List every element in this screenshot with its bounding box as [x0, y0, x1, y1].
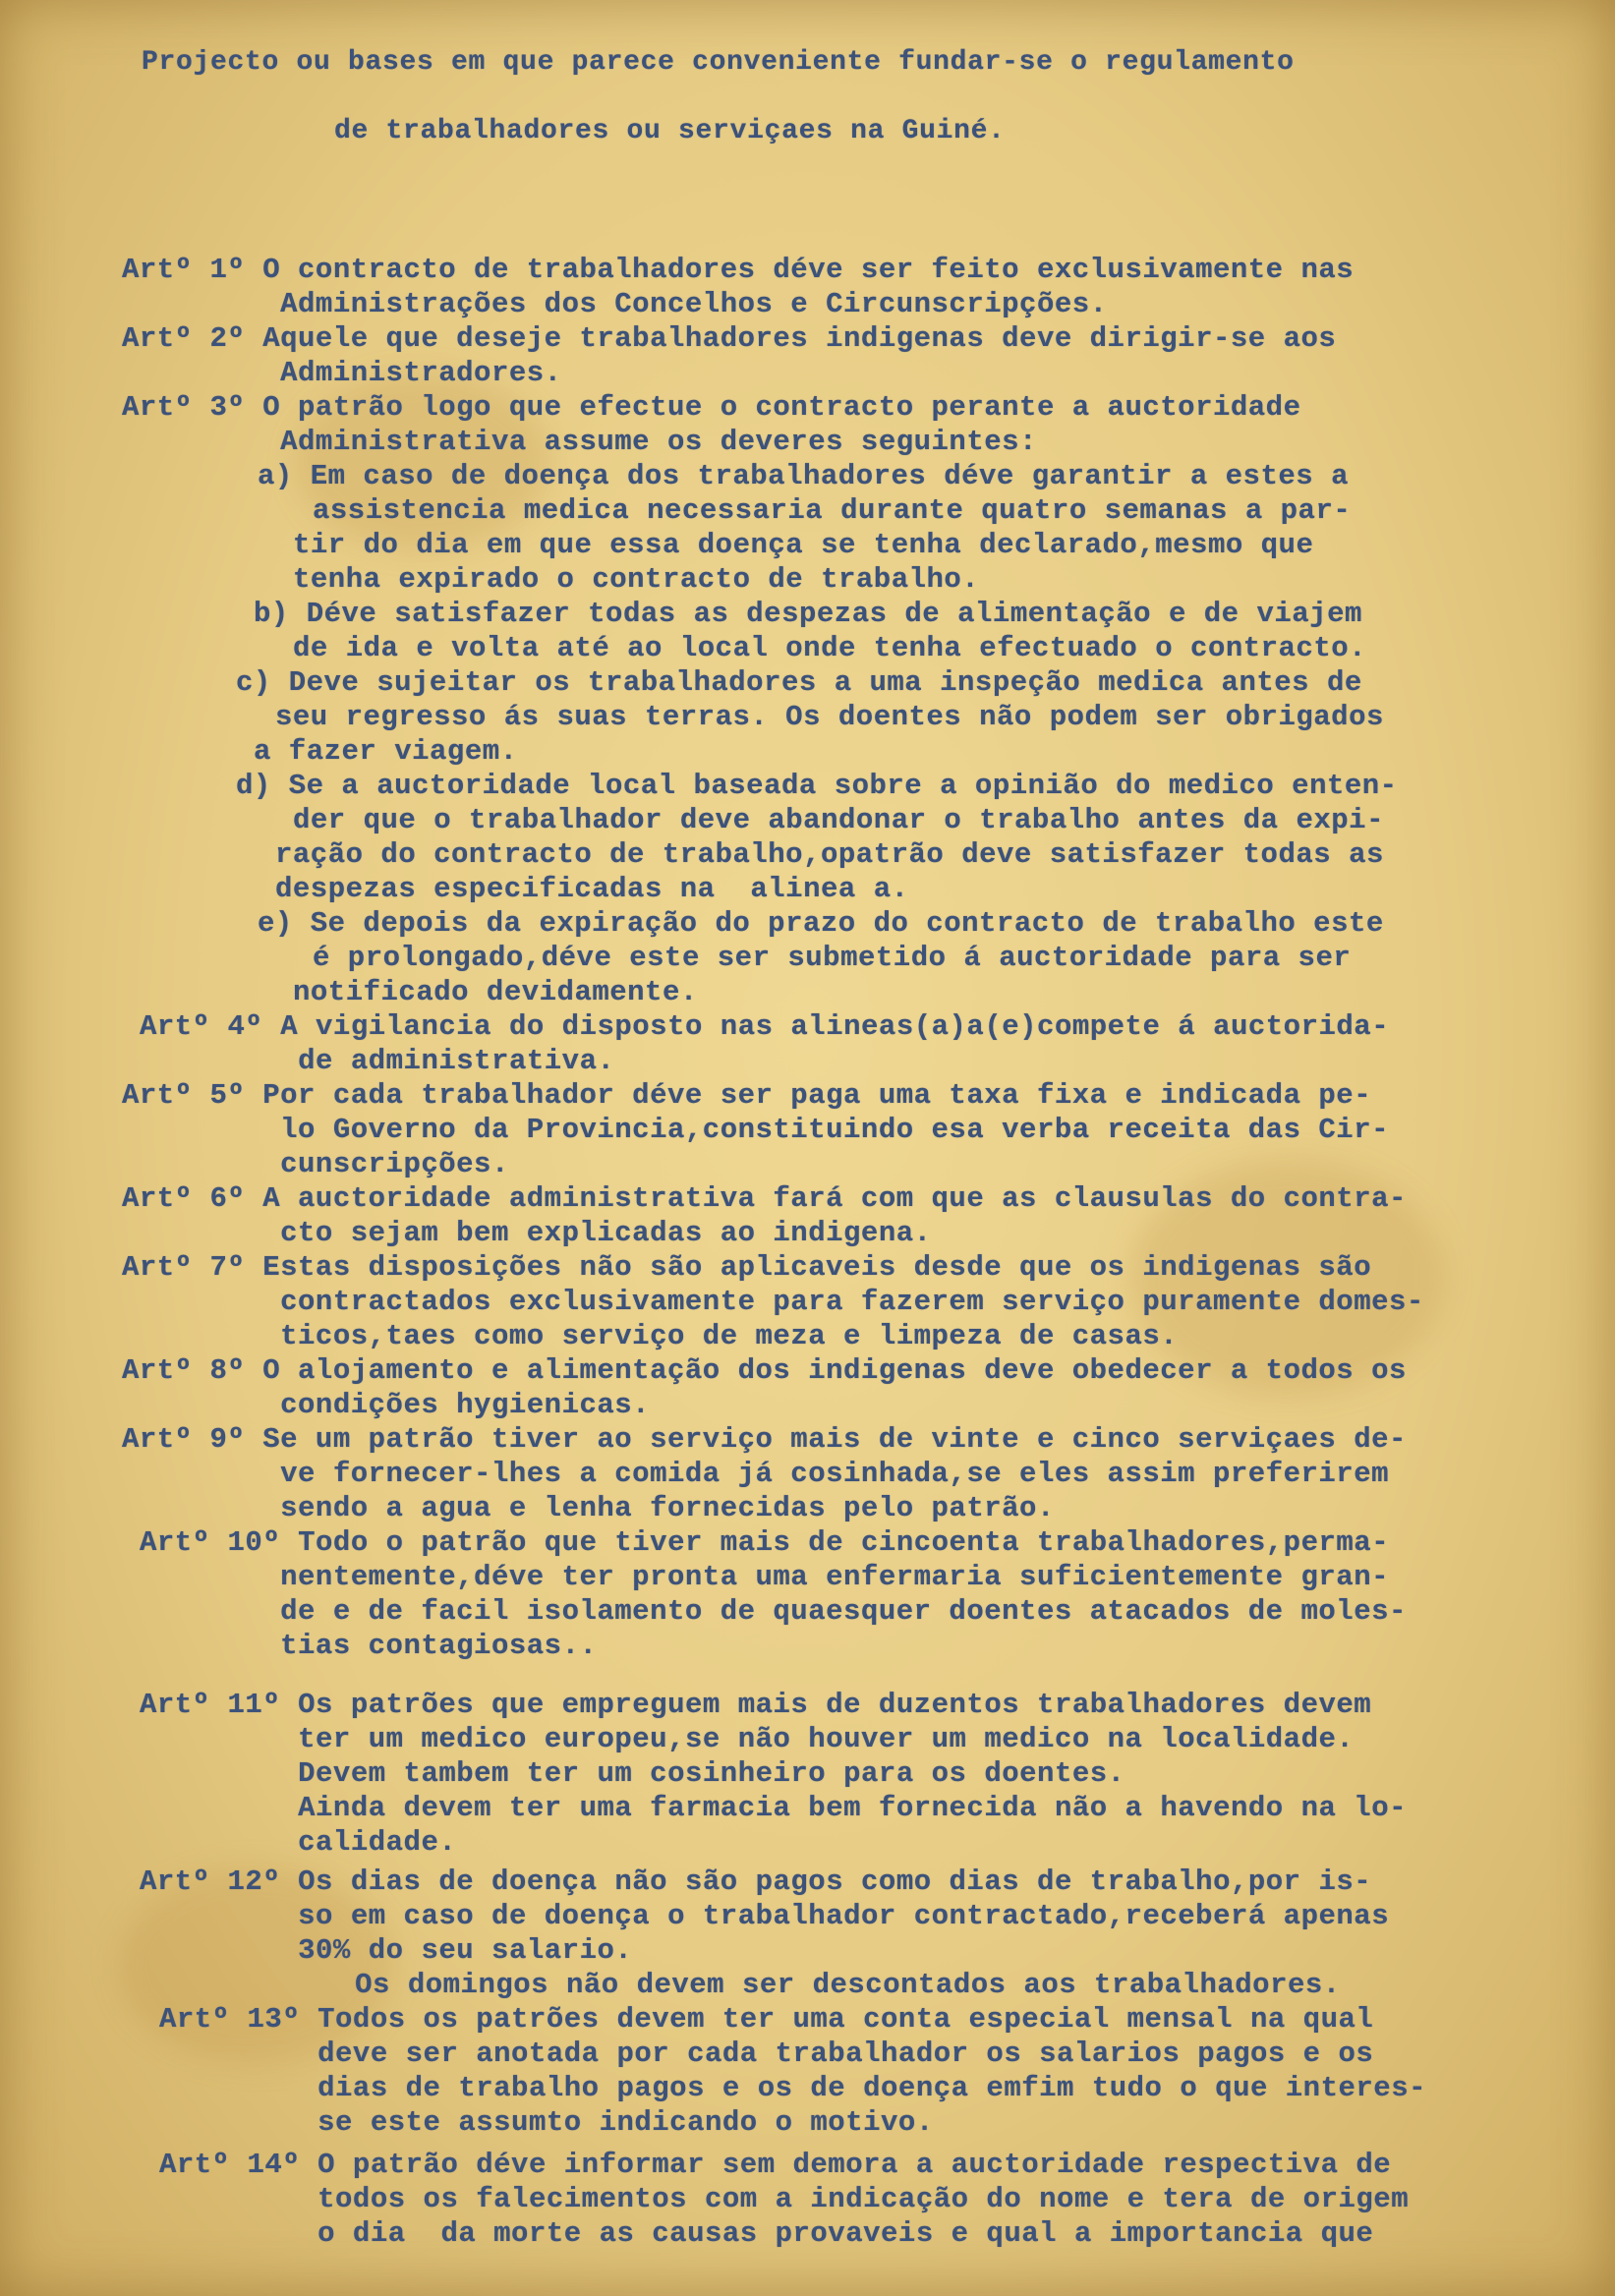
text-line: ração do contracto de trabalho,opatrão deve satisfazer todas as	[275, 838, 1384, 871]
text-line: der que o trabalhador deve abandonar o trabalho antes da expi-	[293, 804, 1384, 836]
text-line: Os domingos não devem ser descontados aos trabalhadores.	[197, 1969, 1341, 2001]
text-line: ticos,taes como serviço de meza e limpeza de casas.	[122, 1320, 1179, 1352]
text-line: Artº 1º O contracto de trabalhadores déve ser feito exclusivamente nas	[122, 254, 1355, 286]
text-line: lo Governo da Provincia,constituindo esa verba receita das Cir-	[122, 1114, 1390, 1146]
text-line: cunscripções.	[122, 1148, 509, 1180]
text-line: e) Se depois da expiração do prazo do contracto de trabalho este	[258, 907, 1384, 940]
text-line: deve ser anotada por cada trabalhador os salarios pagos e os	[159, 2038, 1374, 2070]
text-line: Administradores.	[122, 357, 562, 389]
text-line: sendo a agua e lenha fornecidas pelo patrão.	[122, 1492, 1055, 1524]
text-line: dias de trabalho pagos e os de doença emfim tudo o que interes-	[159, 2072, 1427, 2104]
text-line: Artº 5º Por cada trabalhador déve ser paga uma taxa fixa e indicada pe-	[122, 1079, 1372, 1112]
title-line-1: Projecto ou bases em que parece conveniente fundar-se o regulamento	[142, 47, 1295, 78]
text-line: Artº 7º Estas disposições não são aplicaveis desde que os indigenas são	[122, 1251, 1372, 1284]
text-line: a fazer viagem.	[254, 735, 518, 768]
text-line: o dia da morte as causas provaveis e qual a importancia que	[159, 2217, 1374, 2250]
text-line: d) Se a auctoridade local baseada sobre a opinião do medico enten-	[236, 770, 1398, 802]
text-line: 30% do seu salario.	[140, 1934, 633, 1967]
text-line: Administrações dos Concelhos e Circunscripções.	[122, 288, 1108, 320]
text-line: Artº 6º A auctoridade administrativa fará com que as clausulas do contra-	[122, 1182, 1407, 1215]
text-line: so em caso de doença o trabalhador contractado,receberá apenas	[140, 1900, 1390, 1932]
title-line-2: de trabalhadores ou serviçaes na Guiné.	[334, 116, 1006, 146]
text-line: Ainda devem ter uma farmacia bem fornecida não a havendo na lo-	[140, 1792, 1408, 1824]
text-line: nentemente,déve ter pronta uma enfermaria suficientemente gran-	[122, 1561, 1390, 1593]
faded-red-stamp: ​	[11, 941, 21, 1006]
text-line: Administrativa assume os deveres seguintes:	[122, 426, 1037, 458]
text-line: Artº 2º Aquele que deseje trabalhadores indigenas deve dirigir-se aos	[122, 322, 1337, 355]
text-line: cto sejam bem explicadas ao indigena.	[122, 1217, 932, 1249]
text-line: notificado devidamente.	[293, 976, 698, 1008]
text-line: calidade.	[140, 1826, 457, 1859]
text-line: contractados exclusivamente para fazerem serviço puramente domes-	[122, 1286, 1424, 1318]
text-line: b) Déve satisfazer todas as despezas de alimentação e de viajem	[254, 598, 1362, 630]
text-line: Artº 3º O patrão logo que efectue o contracto perante a auctoridade	[122, 391, 1301, 424]
text-line: c) Deve sujeitar os trabalhadores a uma inspeção medica antes de	[236, 666, 1362, 699]
text-line: se este assumto indicando o motivo.	[159, 2106, 934, 2139]
text-line: de ida e volta até ao local onde tenha efectuado o contracto.	[293, 632, 1367, 664]
text-line: de e de facil isolamento de quaesquer doentes atacados de moles-	[122, 1595, 1407, 1628]
text-line: Artº 11º Os patrões que empreguem mais de duzentos trabalhadores devem	[140, 1689, 1372, 1721]
text-line: ter um medico europeu,se não houver um medico na localidade.	[140, 1723, 1355, 1755]
text-line: Artº 13º Todos os patrões devem ter uma conta especial mensal na qual	[159, 2003, 1374, 2036]
text-line: Devem tambem ter um cosinheiro para os doentes.	[140, 1757, 1125, 1790]
text-line: todos os falecimentos com a indicação do nome e tera de origem	[159, 2183, 1410, 2215]
text-line: assistencia medica necessaria durante quatro semanas a par-	[313, 494, 1352, 527]
text-line: Artº 14º O patrão déve informar sem demora a auctoridade respectiva de	[159, 2149, 1392, 2181]
text-line: tias contagiosas..	[122, 1630, 598, 1662]
text-line: condições hygienicas.	[122, 1389, 651, 1421]
text-line: é prolongado,déve este ser submetido á auctoridade para ser	[313, 942, 1352, 974]
text-line: Artº 9º Se um patrão tiver ao serviço mais de vinte e cinco serviçaes de-	[122, 1423, 1407, 1456]
text-line: de administrativa.	[140, 1045, 615, 1077]
text-line: Artº 4º A vigilancia do disposto nas alineas(a)a(e)compete á auctorida-	[140, 1010, 1390, 1043]
text-line: tir do dia em que essa doença se tenha declarado,mesmo que	[293, 529, 1314, 561]
text-line: seu regresso ás suas terras. Os doentes não podem ser obrigados	[275, 701, 1384, 733]
text-line: despezas especificadas na alinea a.	[275, 873, 909, 905]
text-line: tenha expirado o contracto de trabalho.	[293, 563, 980, 596]
text-line: Artº 8º O alojamento e alimentação dos indigenas deve obedecer a todos os	[122, 1354, 1407, 1387]
text-line: a) Em caso de doença dos trabalhadores déve garantir a estes a	[258, 460, 1349, 492]
text-line: ve fornecer-lhes a comida já cosinhada,se eles assim preferirem	[122, 1458, 1390, 1490]
text-line: Artº 10º Todo o patrão que tiver mais de cincoenta trabalhadores,perma-	[140, 1526, 1390, 1559]
text-line: Artº 12º Os dias de doença não são pagos como dias de trabalho,por is-	[140, 1866, 1372, 1898]
